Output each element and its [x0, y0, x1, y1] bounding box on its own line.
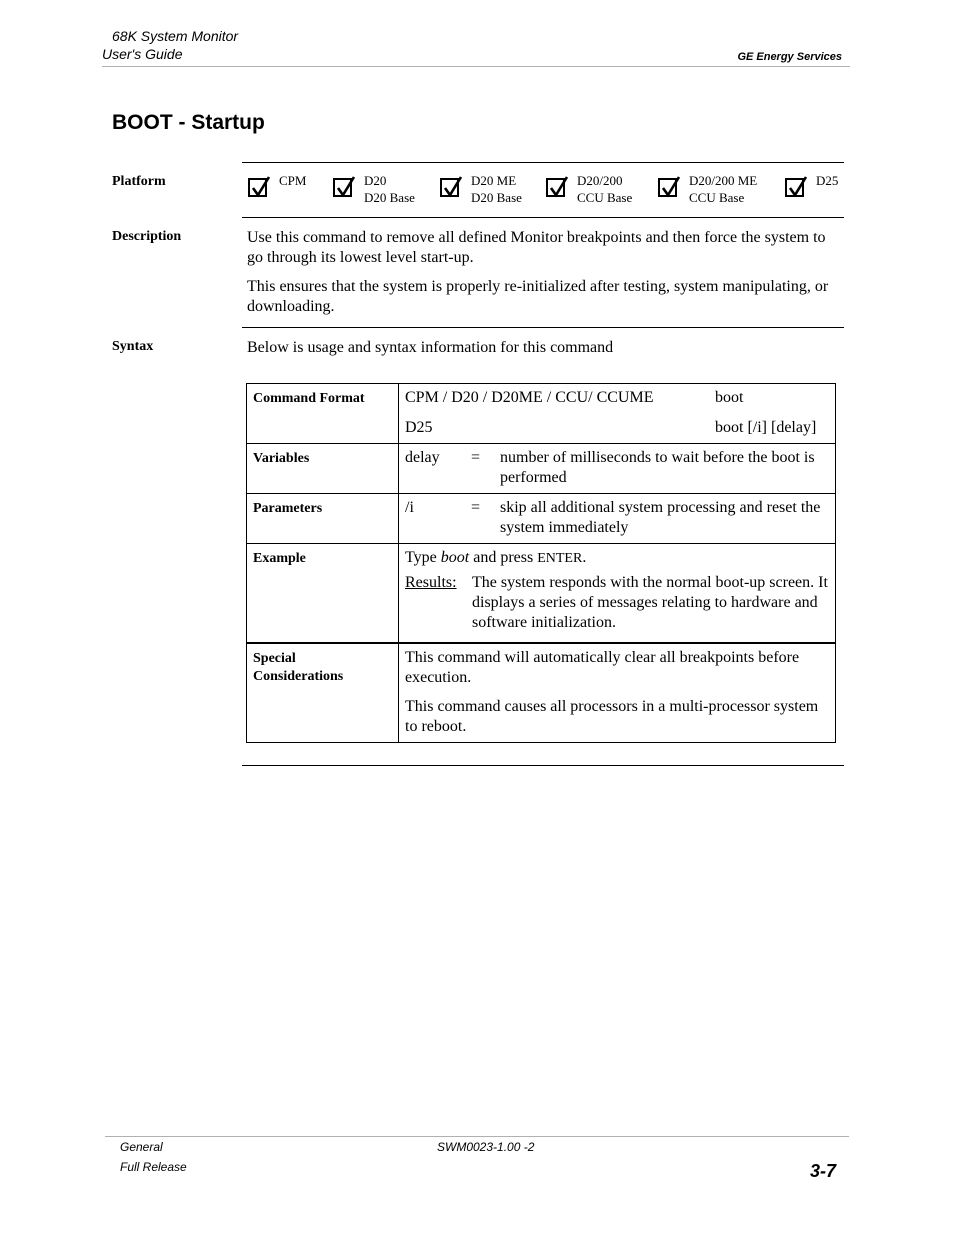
variable-description: number of milliseconds to wait before the boot is performed [500, 449, 815, 486]
platform-base: CCU Base [689, 190, 745, 205]
command-format-cell [399, 384, 836, 444]
description-paragraph: This ensures that the system is properly re-initialized after testing, system manipulating, or downloading. [247, 278, 829, 315]
command-syntax: boot [715, 389, 744, 406]
checkbox-checked-icon [546, 178, 565, 197]
equals-sign: = [471, 449, 481, 466]
platform-item-d20-200 [546, 172, 632, 206]
example-type-word: Type [405, 549, 437, 566]
syntax-intro: Below is usage and syntax information for this command [247, 339, 614, 356]
page-title: BOOT - Startup [112, 111, 265, 134]
platform-name: D20 ME [471, 173, 517, 188]
platform-name: D25 [816, 173, 839, 188]
platform-name: D20 [364, 173, 387, 188]
example-cell [399, 544, 836, 644]
parameters-cell [399, 494, 836, 544]
platform-item-cpm [248, 172, 306, 197]
header-divider [102, 66, 850, 67]
header-company: GE Energy Services [737, 51, 842, 63]
example-command: boot [440, 549, 470, 566]
section-divider [242, 327, 844, 328]
section-divider [242, 765, 844, 766]
section-divider [242, 217, 844, 218]
platform-name: CPM [279, 173, 307, 188]
platform-list: D25 [405, 419, 433, 436]
example-key: ENTER [537, 551, 583, 566]
checkbox-checked-icon [785, 178, 804, 197]
row-label: Command Format [247, 384, 399, 444]
parameter-name: /i [405, 499, 414, 516]
example-period: . [582, 549, 587, 566]
platform-base: CCU Base [577, 190, 633, 205]
example-instruction [405, 548, 829, 569]
footer-doc-number: SWM0023-1.00 -2 [437, 1140, 535, 1154]
row-label [247, 643, 399, 743]
results-label: Results: [405, 574, 457, 591]
platform-name: D20/200 [577, 173, 623, 188]
header-subtitle: User's Guide [102, 46, 183, 62]
special-paragraph: This command causes all processors in a multi-processor system to reboot. [405, 698, 819, 735]
parameter-description: skip all additional system processing and reset the system immediately [500, 499, 821, 536]
checkbox-checked-icon [333, 178, 352, 197]
row-label: Example [247, 544, 399, 644]
variable-name: delay [405, 449, 440, 466]
checkbox-checked-icon [440, 178, 459, 197]
section-divider [242, 162, 844, 163]
table-row [247, 494, 836, 544]
checkbox-checked-icon [658, 178, 677, 197]
page-number: 3-7 [809, 1161, 836, 1181]
header-title: 68K System Monitor [112, 28, 239, 44]
checkbox-checked-icon [248, 178, 267, 197]
platform-item-d20me [440, 172, 522, 206]
row-label: Variables [247, 444, 399, 494]
footer-release: Full Release [120, 1160, 187, 1174]
syntax-table [246, 383, 836, 743]
syntax-label: Syntax [112, 339, 154, 354]
row-label: Parameters [247, 494, 399, 544]
platform-item-d25 [785, 172, 838, 197]
platform-list: CPM / D20 / D20ME / CCU/ CCUME [405, 389, 654, 406]
platform-label: Platform [112, 174, 166, 189]
example-and-press: and press [473, 549, 534, 566]
row-label-line: Special [253, 651, 296, 666]
row-label-line: Considerations [253, 669, 344, 684]
table-row [247, 643, 836, 743]
platform-base: D20 Base [364, 190, 415, 205]
table-row [247, 444, 836, 494]
table-row [247, 384, 836, 444]
command-syntax: boot [/i] [delay] [715, 419, 817, 436]
special-paragraph: This command will automatically clear all breakpoints before execution. [405, 649, 800, 686]
equals-sign: = [471, 499, 481, 516]
special-considerations-cell [399, 643, 836, 743]
results-text: The system responds with the normal boot-up screen. It displays a series of messages relating to hardware and software initialization. [472, 574, 828, 631]
footer-divider [105, 1136, 849, 1137]
platform-item-d20 [333, 172, 415, 206]
platform-name: D20/200 ME [689, 173, 758, 188]
platform-item-d20-200me [658, 172, 757, 206]
description-label: Description [112, 229, 182, 244]
platform-base: D20 Base [471, 190, 522, 205]
description-paragraph: Use this command to remove all defined Monitor breakpoints and then force the system to go through its lowest level start-up. [247, 229, 826, 266]
footer-section: General [120, 1140, 163, 1154]
table-row [247, 544, 836, 644]
variables-cell [399, 444, 836, 494]
